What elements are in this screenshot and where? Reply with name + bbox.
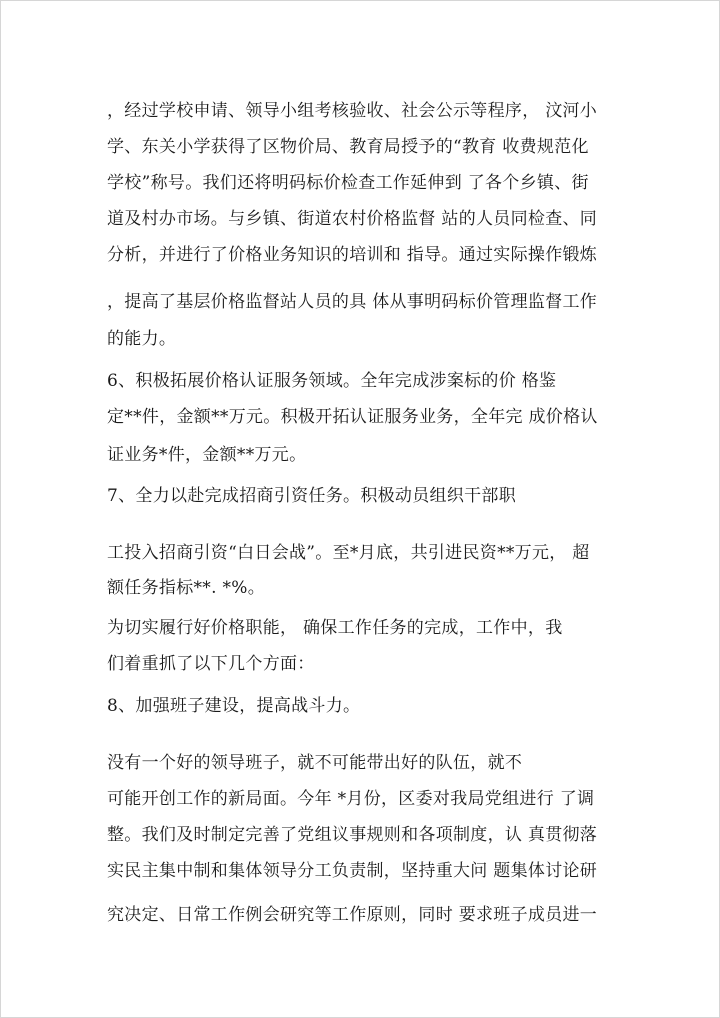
list-item-6: 6、积极拓展价格认证服务领域。全年完成涉案标的价 格鉴 [107, 371, 557, 391]
paragraph-line: 实民主集中制和集体领导分工负责制，坚持重大问 题集体讨论研 [107, 861, 598, 881]
paragraph-line: 可能开创工作的新局面。今年 *月份，区委对我局党组进行 了调 [107, 789, 595, 809]
paragraph-line: 学校”称号。我们还将明码标价检查工作延伸到 了各个乡镇、街 [107, 173, 589, 193]
paragraph-line: 们着重抓了以下几个方面： [107, 654, 315, 674]
paragraph-line: ，提高了基层价格监督站人员的具 体从事明码标价管理监督工作 [107, 292, 598, 312]
paragraph-line: 道及村办市场。与乡镇、街道农村价格监督 站的人员同检查、同 [107, 209, 598, 229]
paragraph-line: 为切实履行好价格职能， 确保工作任务的完成，工作中，我 [107, 618, 563, 638]
paragraph-line: 证业务*件，金额**万元。 [107, 445, 307, 465]
paragraph-line: 学、东关小学获得了区物价局、教育局授予的“教育 收费规范化 [107, 137, 589, 157]
paragraph-line: 没有一个好的领导班子，就不可能带出好的队伍，就不 [107, 753, 523, 773]
list-item-8: 8、加强班子建设，提高战斗力。 [107, 696, 361, 716]
paragraph-line: 究决定、日常工作例会研究等工作原则，同时 要求班子成员进一 [107, 905, 598, 925]
paragraph-line: 定**件，金额**万元。积极开拓认证服务业务，全年完 成价格认 [107, 407, 598, 427]
paragraph-line: 工投入招商引资“白日会战”。至*月底，共引进民资**万元， 超 [107, 543, 590, 563]
paragraph-line: ，经过学校申请、领导小组考核验收、社会公示等程序， 汶河小 [107, 101, 598, 121]
paragraph-line: 的能力。 [107, 329, 177, 349]
paragraph-line: 分析，并进行了价格业务知识的培训和 指导。通过实际操作锻炼 [107, 245, 598, 265]
paragraph-line: 整。我们及时制定完善了党组议事规则和各项制度，认 真贯彻落 [107, 825, 598, 845]
paragraph-line: 额任务指标**. *%。 [107, 578, 266, 598]
list-item-7: 7、全力以赴完成招商引资任务。积极动员组织干部职 [107, 486, 517, 506]
